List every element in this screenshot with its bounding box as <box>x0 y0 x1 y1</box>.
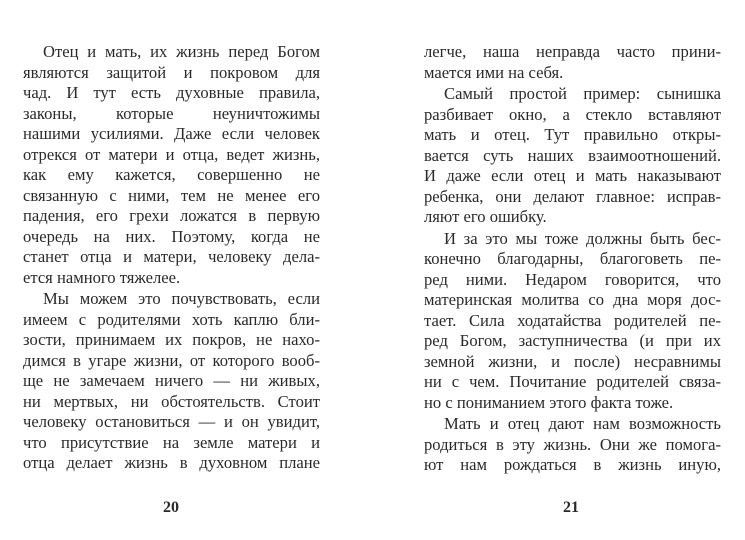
text-line: отца делает жизнь в духовном плане <box>23 453 320 472</box>
text-line: являются защитой и покровом для <box>23 62 320 82</box>
text-line: нашими усилиями. Даже если человек <box>23 124 320 143</box>
text-line: падения, его грехи ложатся в первую <box>23 206 320 225</box>
text-line: имеем с родителями хоть каплю бли- <box>23 309 320 329</box>
text-line: как ему кажется, совершенно не <box>23 165 320 184</box>
text-line: связанную с ними, тем не менее его <box>23 185 320 205</box>
text-line: ют нам рождаться в жизнь иную, <box>424 455 721 474</box>
text-line: ни мертвых, ни обстоятельств. Стоит <box>23 391 320 411</box>
text-line: что присутствие на земле матери и <box>23 432 320 452</box>
text-line: ред Богом, заступничества (и при их <box>424 331 721 350</box>
text-line: законы, которые неуничтожимы <box>23 103 320 123</box>
text-line: тает. Сила ходатайства родителей пе- <box>424 310 721 330</box>
text-line: чад. И тут есть духовные правила, <box>23 83 320 102</box>
text-line: очередь на них. Поэтому, когда не <box>23 226 320 246</box>
text-line: ни с чем. Почитание родителей связа- <box>424 372 721 391</box>
text-line: зости, принимаем их покров, не нахо- <box>23 330 320 349</box>
text-line: станет отца и матери, человеку дела- <box>23 247 320 266</box>
text-line: конечно благодарны, благоговеть пе- <box>424 249 721 268</box>
paragraph <box>23 42 320 288</box>
text-line: родиться в эту жизнь. Они же помога- <box>424 434 721 454</box>
text-line: ребенка, они делают главное: исправ- <box>424 186 721 206</box>
text-line: И за это мы тоже должны быть бес- <box>444 228 721 248</box>
text-line: Отец и мать, их жизнь перед Богом <box>43 42 320 61</box>
text-line: земной жизни, и после) несравнимы <box>424 351 721 371</box>
text-line: разбивает окно, а стекло вставляют <box>424 104 721 124</box>
text-line: легче, наша неправда часто прини- <box>424 42 721 61</box>
text-line: димся в угаре жизни, от которого вооб- <box>23 350 320 370</box>
text-line: но с пониманием этого факта тоже. <box>424 392 674 412</box>
page-number-right: 21 <box>563 499 579 516</box>
text-line: ред ними. Недаром говорится, что <box>424 269 721 289</box>
text-line: Мать и отец дают нам возможность <box>444 414 721 433</box>
right-page-text <box>424 42 721 476</box>
text-line: человеку остановиться — и он увидит, <box>23 412 320 431</box>
paragraph <box>424 229 721 414</box>
text-line: отрекся от матери и отца, ведет жизнь, <box>23 144 320 164</box>
page-number-left: 20 <box>163 499 179 516</box>
text-line: Самый простой пример: сынишка <box>444 84 721 103</box>
left-page-text <box>23 42 320 474</box>
text-line: материнская молитва со дна моря дос- <box>424 290 721 309</box>
text-line: И даже если отец и мать наказывают <box>424 166 721 185</box>
text-line: ляют его ошибку. <box>424 207 547 226</box>
text-line: вается суть наших взаимоотношений. <box>424 145 721 165</box>
text-line: ще не замечаем ничего — ни живых, <box>23 371 320 390</box>
paragraph <box>424 414 721 476</box>
paragraph <box>424 42 721 83</box>
paragraph <box>424 84 721 228</box>
text-line: мается ими на себя. <box>424 62 564 82</box>
paragraph <box>23 289 320 474</box>
text-line: мать и отец. Тут правильно откры- <box>424 125 721 144</box>
text-line: Мы можем это почувствовать, если <box>43 289 320 308</box>
text-line: ется намного тяжелее. <box>23 267 181 287</box>
